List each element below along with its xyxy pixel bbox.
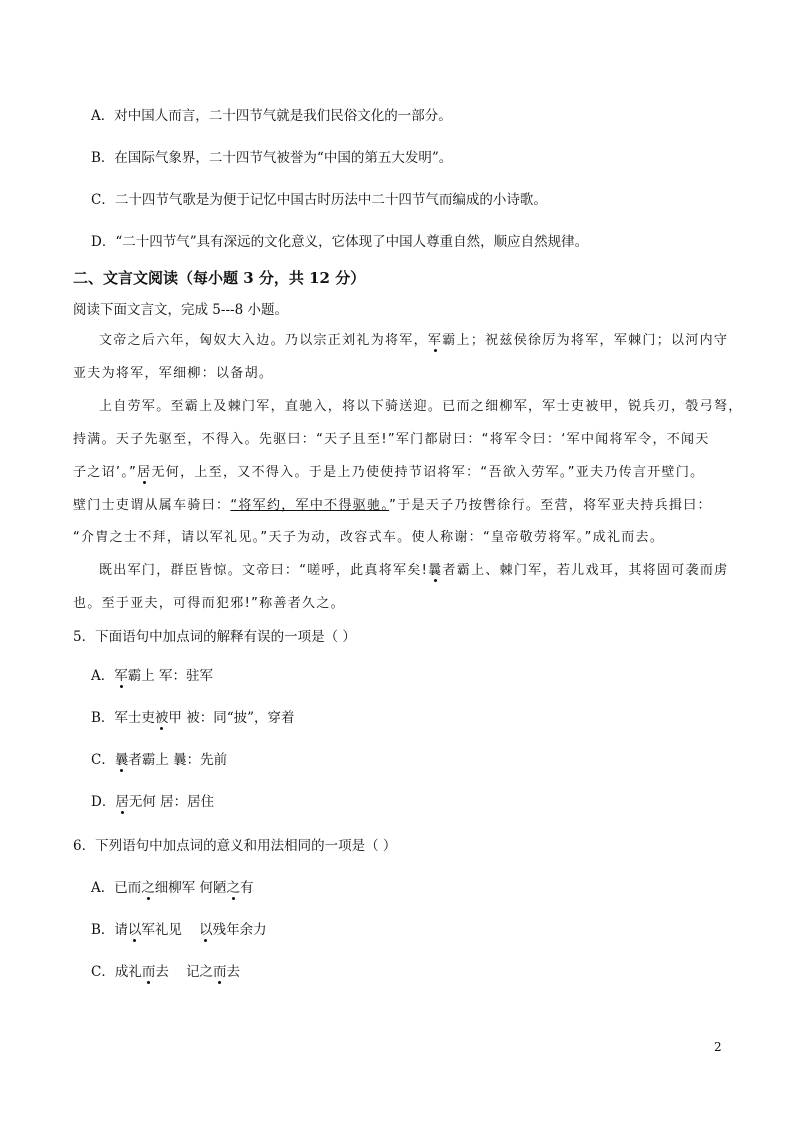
dotted-char: 而 — [141, 964, 156, 980]
q5-option-d: D．居无何 居：居住 — [91, 794, 215, 810]
q5-option-c: C．曩者霸上 曩：先前 — [91, 752, 228, 768]
passage-line-9: 也。至于亚夫，可得而犯邪!”称善者久之。 — [73, 596, 345, 611]
q4-option-d: D．“二十四节气”具有深远的文化意义，它体现了中国人尊重自然，顺应自然规律。 — [91, 234, 589, 250]
q6-stem: 6．下列语句中加点词的意义和用法相同的一项是（ ） — [73, 838, 397, 854]
dotted-char: 居 — [137, 465, 152, 480]
passage-line-7: “介胄之士不拜，请以军礼见。”天子为动，改容式车。使人称谢：“皇帝敬劳将军。”成礼而去。 — [73, 530, 665, 545]
passage-line-2: 亚夫为将军，军细柳：以备胡。 — [73, 366, 274, 381]
dotted-char: 以 — [127, 922, 142, 938]
page-number: 2 — [714, 1040, 722, 1054]
dotted-char: 之 — [141, 880, 155, 896]
section-heading: 二、文言文阅读（每小题 3 分，共 12 分） — [73, 269, 366, 287]
q5-stem: 5．下面语句中加点词的解释有误的一项是（ ） — [73, 629, 356, 645]
q6-option-c: C．成礼而去 记之而去 — [91, 964, 241, 980]
q5-option-b: B．军士吏被甲 被：同“披”，穿着 — [91, 710, 295, 726]
dotted-char: 被 — [154, 710, 169, 726]
passage-line-4: 持满。天子先驱至，不得入。先驱曰：“天子且至!”军门都尉曰：“将军令曰：‘军中闻将军令，不闻天 — [73, 432, 710, 447]
q6-option-a: A．已而之细柳军 何陋之有 — [91, 880, 254, 896]
dotted-char: 军 — [427, 333, 443, 348]
passage-line-3: 上自劳军。至霸上及棘门军，直驰入，将以下骑送迎。已而之细柳军，军士吏被甲，锐兵刃，彀弓弩， — [99, 399, 743, 414]
dotted-char: 而 — [213, 964, 227, 980]
dotted-char: 之 — [226, 880, 241, 896]
q4-option-b: B．在国际气象界，二十四节气被誉为“中国的第五大发明”。 — [91, 150, 453, 166]
dotted-char: 军 — [114, 668, 128, 684]
passage-line-6: 壁门士吏谓从属车骑曰：“将军约，军中不得驱驰。”于是天子乃按辔徐行。至营，将军亚夫持兵揖曰： — [73, 498, 712, 513]
q4-option-a: A．对中国人而言，二十四节气就是我们民俗文化的一部分。 — [91, 108, 452, 124]
dotted-char: 以 — [199, 922, 213, 938]
underlined-text: “将军约，军中不得驱驰。 — [230, 498, 390, 513]
section-instruction: 阅读下面文言文，完成 5---8 小题。 — [73, 302, 288, 318]
dotted-char: 居 — [115, 794, 129, 810]
dotted-char: 曩 — [428, 563, 443, 578]
q5-option-a: A．军霸上 军：驻军 — [91, 668, 214, 684]
q4-option-c: C．二十四节气歌是为便于记忆中国古时历法中二十四节气而编成的小诗歌。 — [91, 192, 547, 208]
passage-line-1: 文帝之后六年，匈奴大入边。乃以宗正刘礼为将军，军霸上；祝兹侯徐厉为将军，军棘门；以河内守 — [99, 333, 729, 348]
passage-line-5: 子之诏’。”居无何，上至，又不得入。于是上乃使使持节诏将军：“吾欲入劳军。”亚夫乃传言开壁门。 — [73, 465, 705, 480]
q6-option-b: B．请以军礼见 以残年余力 — [91, 922, 267, 938]
passage-line-8: 既出军门，群臣皆惊。文帝曰：“嗟呼，此真将军矣!曩者霸上、棘门军，若儿戏耳，其将固可袭而虏 — [99, 563, 729, 578]
dotted-char: 曩 — [114, 752, 129, 768]
